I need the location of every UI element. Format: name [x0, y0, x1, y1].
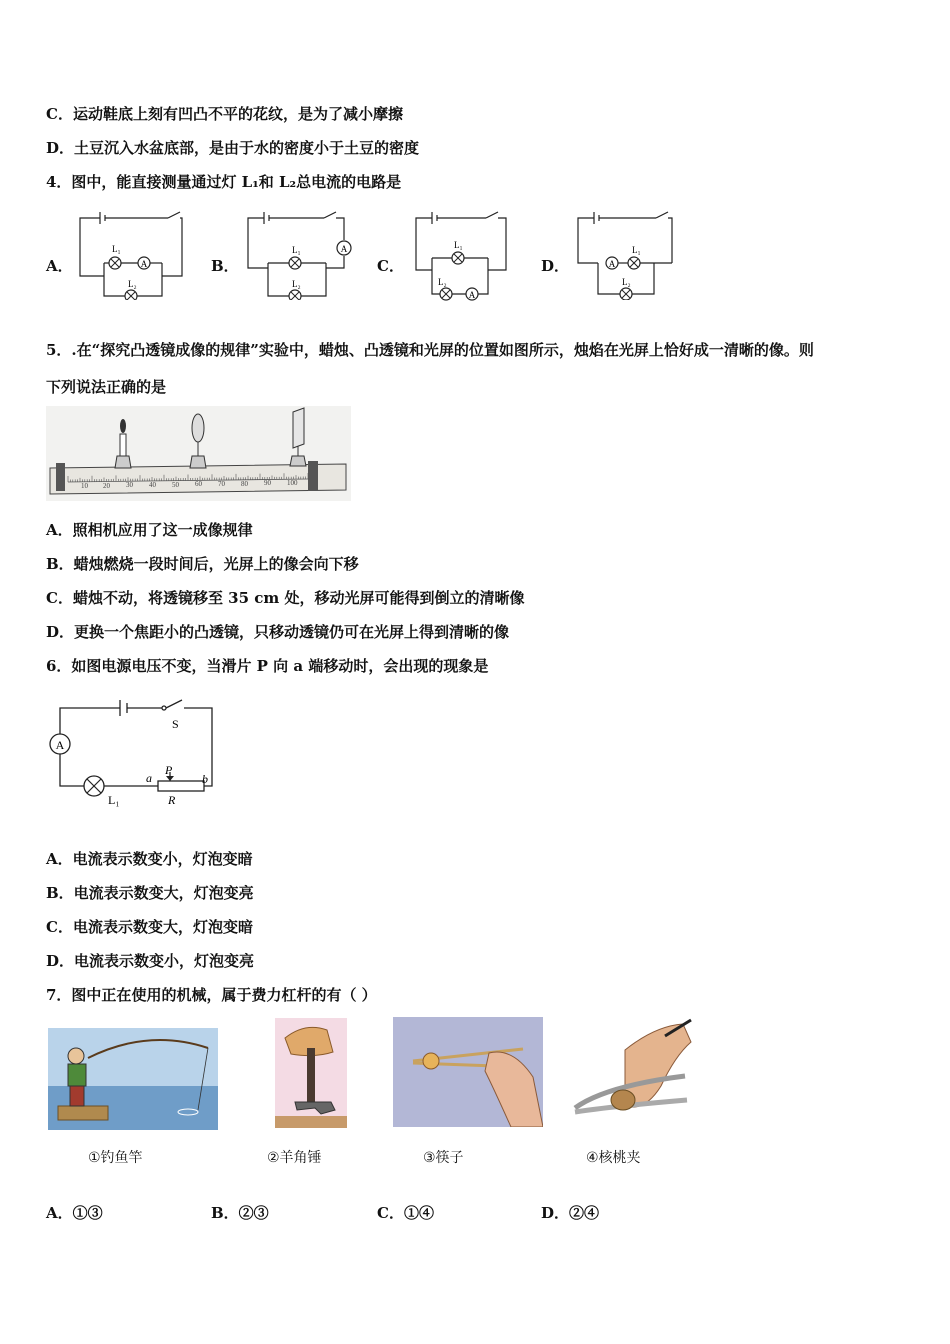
svg-text:90: 90: [264, 479, 271, 487]
ammeter-symbol: A: [55, 738, 65, 752]
ammeter-symbol: A: [340, 244, 348, 254]
lamp-label-l1: L₁: [112, 244, 121, 254]
q5-stem-line1: 5．.在“探究凸透镜成像的规律”实验中，蜡烛、凸透镜和光屏的位置如图所示，烛焰在光屏上恰好成一清晰的像。则: [46, 341, 814, 359]
nutcracker-image: [565, 1016, 695, 1128]
slider-p-label: P: [165, 763, 173, 777]
q6-option-b: B．电流表示数变大，灯泡变亮: [46, 884, 254, 902]
lamp-label-l2: L₂: [622, 277, 631, 287]
ammeter-symbol: A: [608, 259, 616, 269]
svg-text:30: 30: [126, 481, 133, 489]
rheostat-label: R: [168, 793, 176, 807]
caption-claw-hammer: ②羊角锤: [267, 1150, 322, 1166]
lamp-label-l1: L₁: [632, 245, 641, 255]
lamp-label-l1: L₁: [292, 245, 301, 255]
svg-text:20: 20: [103, 482, 110, 490]
q4-circuit-a: [76, 208, 188, 300]
q5-option-d: D．更换一个焦距小的凸透镜，只移动透镜仍可在光屏上得到清晰的像: [46, 623, 510, 641]
caption-chopsticks: ③筷子: [423, 1150, 464, 1166]
caption-fishing-rod: ①钓鱼竿: [88, 1150, 143, 1166]
q6-stem: 6．如图电源电压不变，当滑片 P 向 a 端移动时，会出现的现象是: [46, 657, 489, 675]
q5-option-c: C．蜡烛不动，将透镜移至 35 cm 处，移动光屏可能得到倒立的清晰像: [46, 589, 525, 607]
q6-option-a: A．电流表示数变小，灯泡变暗: [46, 850, 253, 868]
lamp-label-l2: L₂: [128, 279, 137, 289]
q4-option-b-label: B．: [211, 257, 239, 275]
caption-nutcracker: ④核桃夹: [586, 1150, 641, 1166]
q4-circuit-d: [572, 208, 690, 300]
q4-option-a-label: A．: [46, 257, 73, 275]
q7-option-b: B．②③: [211, 1204, 269, 1222]
svg-text:40: 40: [149, 481, 156, 489]
q6-option-d: D．电流表示数变小，灯泡变亮: [46, 952, 255, 970]
svg-text:60: 60: [195, 480, 202, 488]
q4-circuit-b: [240, 208, 358, 300]
q7-option-d: D．②④: [541, 1204, 600, 1222]
switch-label: S: [172, 717, 179, 731]
q6-circuit-figure: [44, 692, 224, 814]
q5-option-a: A．照相机应用了这一成像规律: [46, 521, 253, 539]
claw-hammer-image: [275, 1018, 347, 1128]
q4-circuit-c: [410, 208, 522, 304]
optical-bench-figure: [46, 406, 351, 501]
q7-option-a: A．①③: [46, 1204, 103, 1222]
q4-stem: 4．图中，能直接测量通过灯 L₁和 L₂总电流的电路是: [46, 173, 402, 191]
chopsticks-image: [393, 1017, 543, 1127]
q3-option-d: D．土豆沉入水盆底部，是由于水的密度小于土豆的密度: [46, 139, 420, 157]
lamp-label-l1: L₁: [454, 240, 463, 250]
q4-option-d-label: D．: [541, 257, 570, 275]
terminal-a-label: a: [146, 771, 152, 785]
q3-option-c: C．运动鞋底上刻有凹凸不平的花纹，是为了减小摩擦: [46, 105, 403, 123]
q4-option-c-label: C．: [377, 257, 404, 275]
ammeter-symbol: A: [140, 259, 148, 269]
svg-text:80: 80: [241, 480, 248, 488]
q5-option-b: B．蜡烛燃烧一段时间后，光屏上的像会向下移: [46, 555, 359, 573]
terminal-b-label: b: [202, 772, 208, 786]
q7-option-c: C．①④: [377, 1204, 434, 1222]
lamp-label: L₁: [108, 793, 120, 807]
lamp-label-l2: L₂: [438, 277, 447, 287]
ammeter-symbol: A: [468, 290, 476, 300]
fishing-rod-image: [48, 1028, 218, 1130]
svg-text:100: 100: [287, 479, 298, 487]
lamp-label-l2: L₂: [292, 279, 301, 289]
svg-text:10: 10: [81, 482, 88, 490]
svg-text:50: 50: [172, 481, 179, 489]
q7-stem: 7．图中正在使用的机械，属于费力杠杆的有（ ）: [46, 986, 377, 1004]
q5-stem-line2: 下列说法正确的是: [46, 378, 167, 396]
svg-text:70: 70: [218, 480, 225, 488]
q6-option-c: C．电流表示数变大，灯泡变暗: [46, 918, 253, 936]
